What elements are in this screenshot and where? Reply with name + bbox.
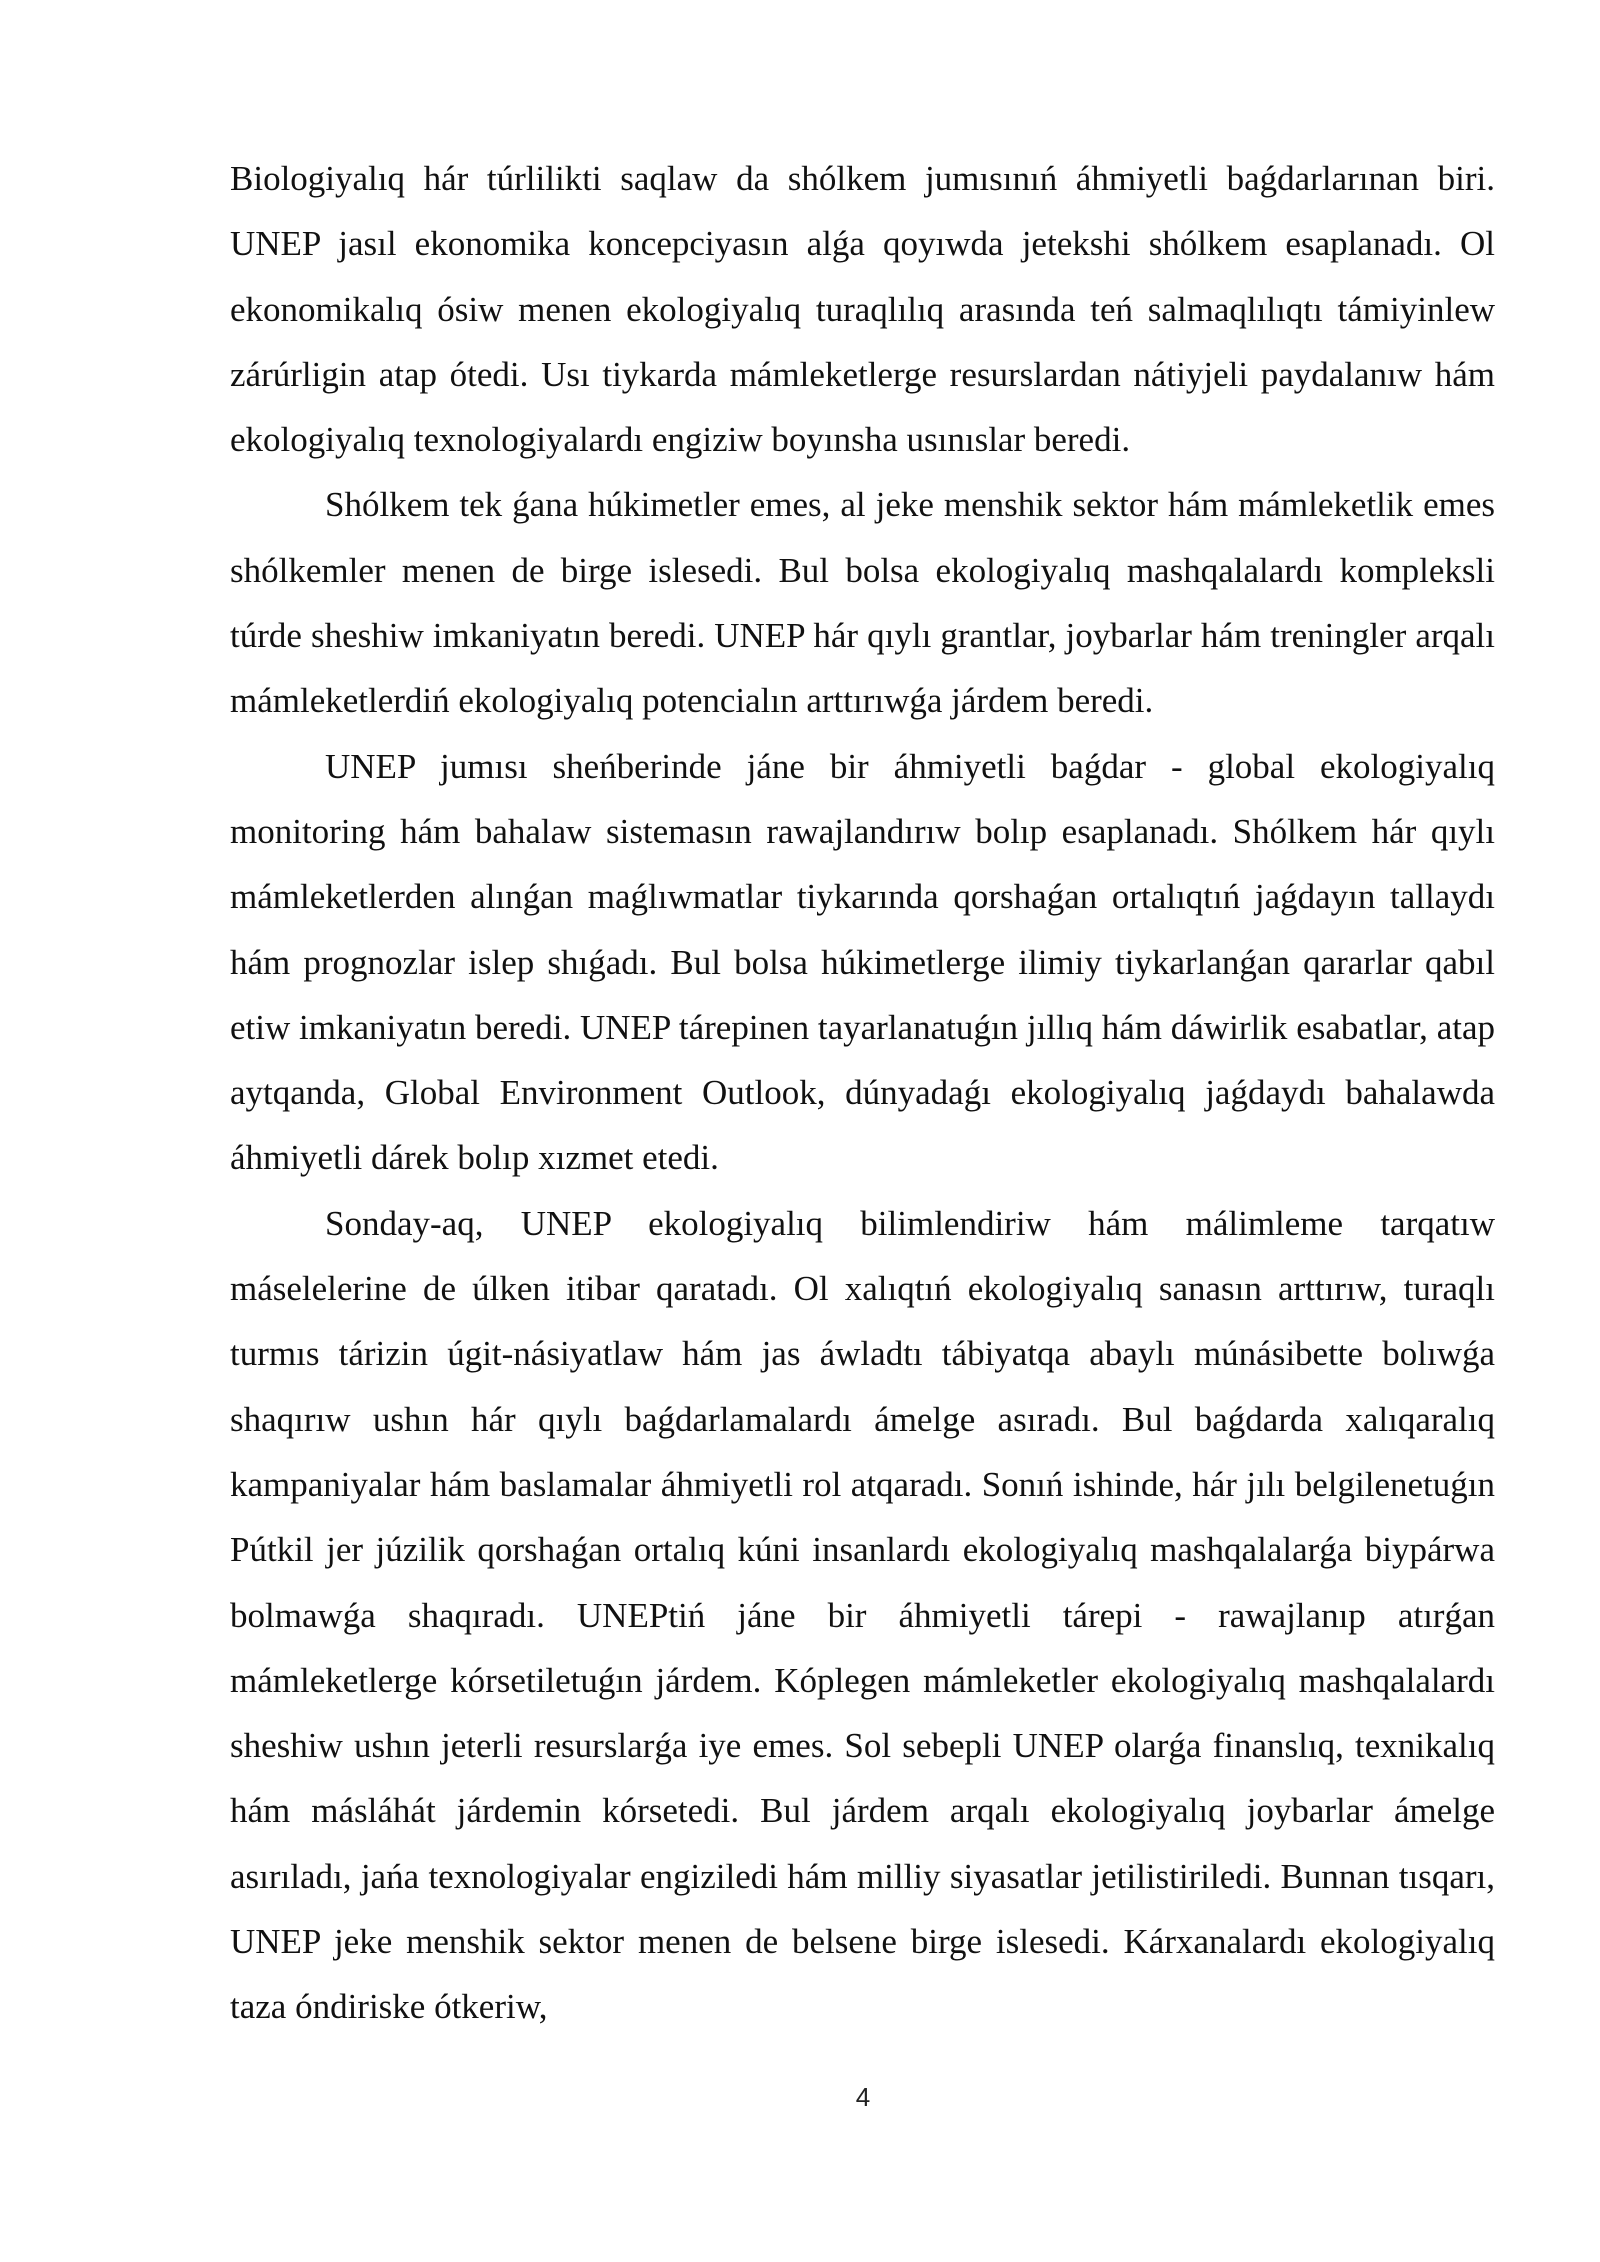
page-number: 4	[855, 2082, 871, 2112]
paragraph-4: Sonday-aq, UNEP ekologiyalıq bilimlendiriw hám málimleme tarqatıw máselelerine de úlken itibar qaratadı. Ol xalıqtıń ekologiyalıq sanasın arttırıw, turaqlı turmıs tárizin úgit-násiyatlaw hám jas áwladtı tábiyatqa abaylı múnásibette bolıwǵa shaqırıw ushın hár qıylı baǵdarlamalardı ámelge asıradı. Bul baǵdarda xalıqaralıq kampaniyalar hám baslamalar áhmiyetli rol atqaradı. Sonıń ishinde, hár jılı belgilenetuǵın Pútkil jer júzilik qorshaǵan ortalıq kúni insanlardı ekologiyalıq mashqalalarǵa biypárwa bolmawǵa shaqıradı. UNEPtiń jáne bir áhmiyetli tárepi - rawajlanıp atırǵan mámleketlerge kórsetiletuǵın járdem. Kóplegen mámleketler ekologiyalıq mashqalalardı sheshiw ushın jeterli resurslarǵa iye emes. Sol sebepli UNEP olarǵa finanslıq, texnikalıq hám másláhát járdemin kórsetedi. Bul járdem arqalı ekologiyalıq joybarlar ámelge asırıladı, jańa texnologiyalar engiziledi hám milliy siyasatlar jetilistiriledi. Bunnan tısqarı, UNEP jeke menshik sektor menen de belsene birge islesedi. Kárxanalardı ekologiyalıq taza óndiriske ótkeriw,	[230, 1203, 1495, 2027]
paragraph-1: Biologiyalıq hár túrlilikti saqlaw da shólkem jumısınıń áhmiyetli baǵdarlarınan biri. UNEP jasıl ekonomika koncepciyasın alǵa qoyıwda jetekshi shólkem esaplanadı. Ol ekonomikalıq ósiw menen ekologiyalıq turaqlılıq arasında teń salmaqlılıqtı támiyinlew zárúrligin atap ótedi. Usı tiykarda mámleketlerge resurslardan nátiyjeli paydalanıw hám ekologiyalıq texnologiyalardı engiziw boyınsha usınıslar beredi.	[230, 159, 1495, 460]
page-body	[230, 146, 1495, 2040]
paragraph-2: Shólkem tek ǵana húkimetler emes, al jeke menshik sektor hám mámleketlik emes shólkemler menen de birge islesedi. Bul bolsa ekologiyalıq mashqalalardı kompleksli túrde sheshiw imkaniyatın beredi. UNEP hár qıylı grantlar, joybarlar hám treningler arqalı mámleketlerdiń ekologiyalıq potencialın arttırıwǵa járdem beredi.	[230, 485, 1495, 721]
paragraph-3: UNEP jumısı sheńberinde jáne bir áhmiyetli baǵdar - global ekologiyalıq monitoring hám bahalaw sistemasın rawajlandırıw bolıp esaplanadı. Shólkem hár qıylı mámleketlerden alınǵan maǵlıwmatlar tiykarında qorshaǵan ortalıqtıń jaǵdayın tallaydı hám prognozlar islep shıǵadı. Bul bolsa húkimetlerge ilimiy tiykarlanǵan qararlar qabıl etiw imkaniyatın beredi. UNEP tárepinen tayarlanatuǵın jıllıq hám dáwirlik esabatlar, atap aytqanda, Global Environment Outlook, dúnyadaǵı ekologiyalıq jaǵdaydı bahalawda áhmiyetli dárek bolıp xızmet etedi.	[230, 746, 1495, 1178]
